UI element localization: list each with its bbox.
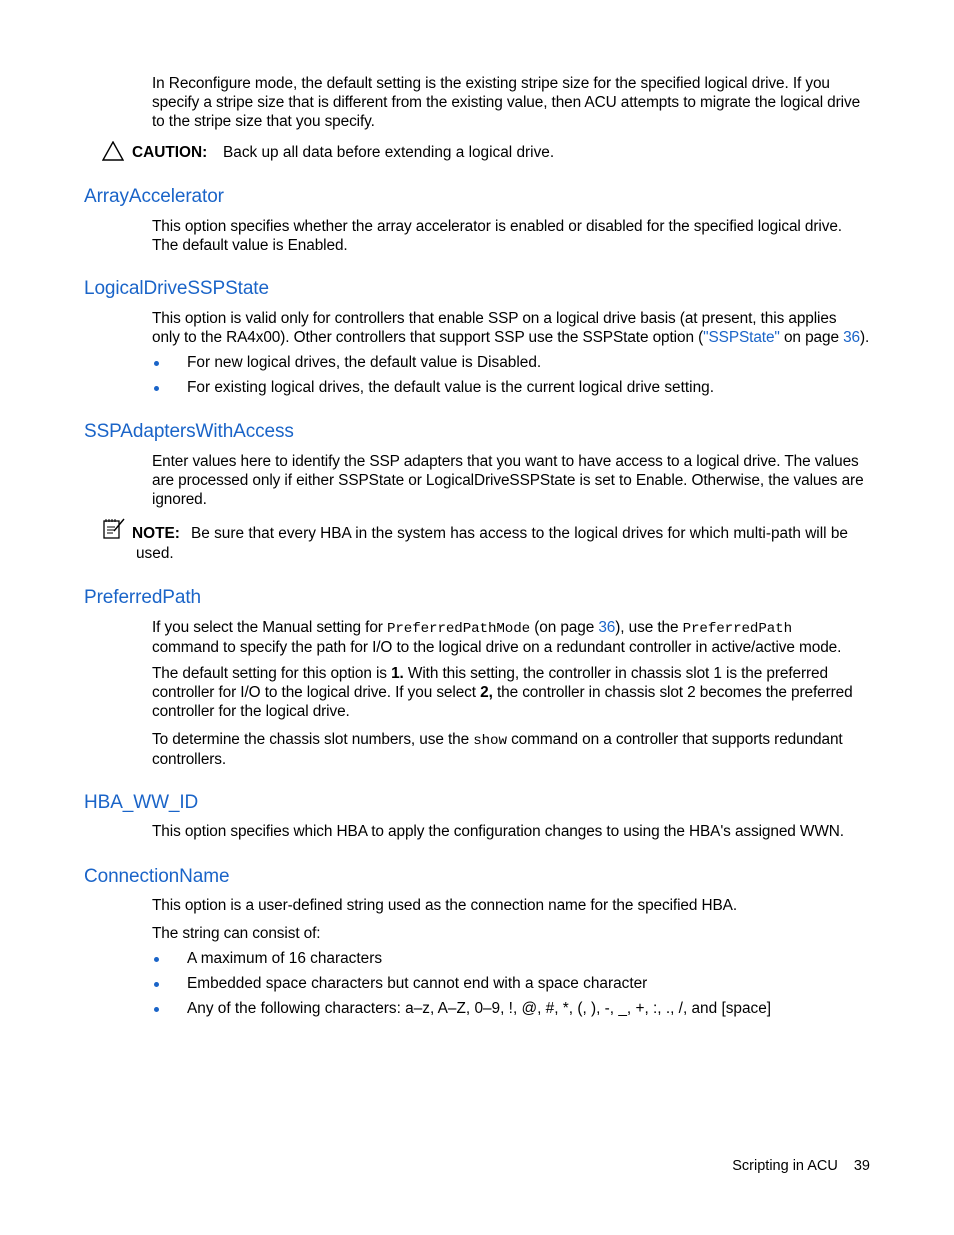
ldss-line-2-end: ). [860, 328, 870, 346]
heading-logical-drive-ssp-state: LogicalDriveSSPState [84, 278, 269, 299]
array-accelerator-line-2: The default value is Enabled. [152, 236, 348, 254]
list-item-text: Embedded space characters but cannot end with a space character [187, 975, 648, 992]
note-pad-icon [102, 517, 126, 546]
intro-line-1: In Reconfigure mode, the default setting is the existing stripe size for the specified logical drive. If you [152, 75, 830, 92]
heading-preferred-path: PreferredPath [84, 587, 201, 608]
bullet-icon [154, 982, 159, 987]
caution-block [100, 140, 880, 162]
pp-p2-bold-1: 1. [391, 665, 404, 682]
ssp-adapters-line-1: Enter values here to identify the SSP adapters that you want to have access to a logical drive. The values [152, 453, 859, 470]
pp-p3-line-1 [152, 731, 874, 751]
heading-array-accelerator: ArrayAccelerator [84, 186, 224, 207]
preferred-path-paragraph-3 [152, 731, 874, 770]
array-accelerator-line-1: This option specifies whether the array accelerator is enabled or disabled for the specified logical drive. [152, 218, 842, 235]
note-block [100, 517, 880, 565]
preferred-path-mode-page-link[interactable]: 36 [598, 619, 616, 636]
heading-connection-name: ConnectionName [84, 866, 230, 887]
note-label: NOTE: [132, 525, 180, 542]
pp-p2-line-3: controller for the logical drive. [152, 702, 350, 720]
heading-ssp-adapters-with-access: SSPAdaptersWithAccess [84, 421, 294, 442]
ldss-on-page-text: on page [779, 328, 844, 346]
bullet-icon [154, 1007, 159, 1012]
intro-line-2: specify a stripe size that is different from the existing value, then ACU attempts to migrate the logical drive [152, 93, 861, 111]
pp-p3-text-a: To determine the chassis slot numbers, use the [152, 731, 474, 748]
caution-label: CAUTION: [132, 144, 208, 161]
logical-drive-ssp-state-paragraph [152, 310, 874, 348]
pp-p1-text-c: ), use the [615, 619, 683, 636]
pp-p2-line-2-text-b: the controller in chassis slot 2 becomes the preferred [492, 683, 853, 701]
list-item-text: For new logical drives, the default value is Disabled. [187, 354, 542, 371]
pp-p2-bold-2: 2, [480, 683, 493, 701]
ldss-line-2-text: only to the RA4x00). Other controllers that support SSP use the SSPState option ( [152, 328, 704, 346]
pp-p1-line-1 [152, 619, 874, 639]
ldss-line-2 [152, 329, 874, 348]
list-item-text: A maximum of 16 characters [187, 950, 383, 967]
list-item-text: Any of the following characters: a–z, A–Z, 0–9, !, @, #, *, (, ), -, _, +, :, ., /, and [space] [187, 1000, 772, 1017]
caution-text: Back up all data before extending a logical drive. [223, 144, 555, 161]
connection-name-paragraph-1 [152, 897, 874, 916]
footer-section-title: Scripting in ACU [732, 1158, 838, 1174]
preferred-path-paragraph-1 [152, 619, 874, 658]
preferred-path-code: PreferredPath [682, 621, 792, 637]
intro-paragraph [152, 75, 874, 131]
warning-triangle-icon [102, 141, 124, 166]
pp-p2-text-b: With this setting, the controller in chassis slot 1 is the preferred [403, 665, 828, 682]
connection-name-paragraph-2 [152, 925, 874, 944]
ldss-line-1: This option is valid only for controllers that enable SSP on a logical drive basis (at present, this applies [152, 310, 837, 327]
list-item-text: For existing logical drives, the default value is the current logical drive setting. [187, 379, 714, 396]
array-accelerator-paragraph [152, 218, 874, 256]
sspstate-page-link[interactable]: 36 [843, 328, 861, 346]
footer-page-number: 39 [853, 1158, 870, 1174]
pp-p1-line-2: command to specify the path for I/O to the logical drive on a redundant controller in active/active mode. [152, 638, 842, 656]
pp-p2-line-2 [152, 684, 874, 703]
pp-p1-text-b: (on page [530, 619, 599, 636]
bullet-icon [154, 386, 159, 391]
pp-p2-text-a: The default setting for this option is [152, 665, 392, 682]
connection-name-line-1: This option is a user-defined string used as the connection name for the specified HBA. [152, 897, 738, 914]
note-text-line-2: used. [136, 545, 174, 562]
heading-hba-ww-id: HBA_WW_ID [84, 792, 199, 813]
sspstate-link[interactable]: "SSPState" [703, 328, 780, 346]
show-command-code: show [473, 733, 507, 749]
pp-p3-line-2: controllers. [152, 750, 227, 768]
pp-p2-line-2-text-a: controller for I/O to the logical drive. If you select [152, 683, 481, 701]
hba-ww-id-paragraph [152, 823, 874, 842]
preferred-path-paragraph-2 [152, 665, 874, 721]
bullet-icon [154, 957, 159, 962]
bullet-icon [154, 361, 159, 366]
page-footer [732, 1158, 870, 1174]
ssp-adapters-paragraph [152, 453, 874, 509]
intro-line-3: to the stripe size that you specify. [152, 112, 375, 130]
connection-name-line-2: The string can consist of: [152, 925, 321, 942]
pp-p3-text-b: command on a controller that supports redundant [506, 731, 843, 748]
hba-ww-id-line-1: This option specifies which HBA to apply the configuration changes to using the HBA's assigned WWN. [152, 823, 844, 840]
note-text-line-1: Be sure that every HBA in the system has access to the logical drives for which multi-path will be [191, 525, 848, 542]
ssp-adapters-line-3: ignored. [152, 490, 207, 508]
pp-p2-line-1 [152, 665, 874, 684]
preferred-path-mode-code: PreferredPathMode [386, 621, 531, 637]
pp-p1-text-a: If you select the Manual setting for [152, 619, 387, 636]
ssp-adapters-line-2: are processed only if either SSPState or LogicalDriveSSPState is set to Enable. Otherwise, the values are [152, 471, 864, 489]
